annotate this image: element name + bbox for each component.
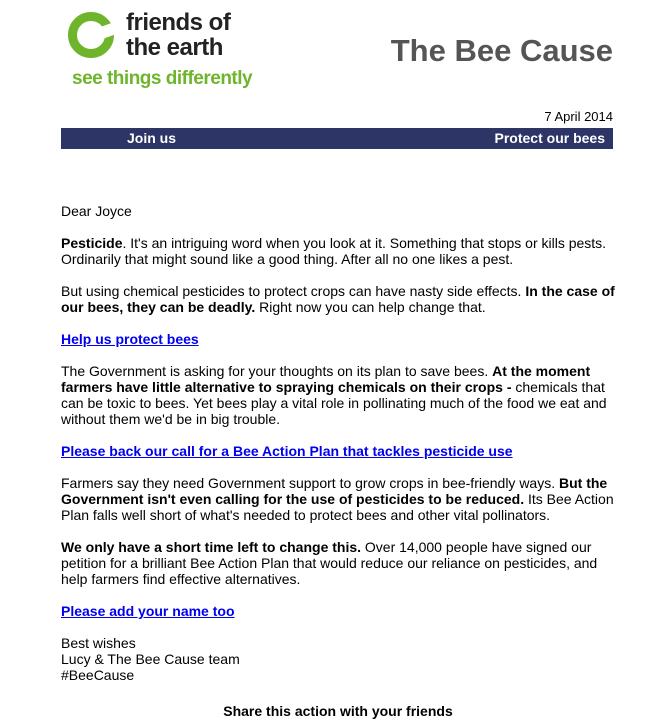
- friends-of-the-earth-logo[interactable]: [68, 9, 253, 94]
- signoff-line-2: Lucy & The Bee Cause team: [61, 651, 240, 667]
- body-text: . It's an intriguing word when you look at it. Something that stops or kills pests. Ordinarily that might sound like a good thing. After all no one likes a pest.: [61, 235, 607, 267]
- body-text: But using chemical pesticides to protect crops can have nasty side effects.: [61, 283, 526, 299]
- email-date: 7 April 2014: [544, 109, 613, 124]
- greeting: Dear Joyce: [61, 203, 132, 219]
- body-text: Right now you can help change that.: [255, 299, 486, 315]
- share-heading: Share this action with your friends: [223, 703, 453, 719]
- logo-wordmark: [126, 10, 230, 60]
- protect-our-bees-link[interactable]: Protect our bees: [494, 130, 605, 146]
- logo-tagline: see things differently: [72, 68, 253, 89]
- body-text: Farmers say they need Government support to grow crops in bee-friendly ways.: [61, 475, 559, 491]
- bold-text: At the moment farmers have little alternative to spraying chemicals on their crops -: [61, 363, 591, 395]
- nav-bar: [61, 128, 613, 149]
- campaign-title: The Bee Cause: [390, 33, 613, 68]
- bold-text: We only have a short time left to change this.: [61, 539, 362, 555]
- bee-action-plan-link[interactable]: Please back our call for a Bee Action Plan that tackles pesticide use: [61, 443, 513, 459]
- body-text: The Government is asking for your thoughts on its plan to save bees.: [61, 363, 493, 379]
- signoff-line-1: Best wishes: [61, 635, 136, 651]
- help-protect-bees-link[interactable]: Help us protect bees: [61, 331, 199, 347]
- link-paragraph-1: [61, 331, 616, 347]
- body-text: chemicals that can be toxic to bees. Yet bees play a vital role in pollinating much of the food we eat and without them we'd be in big trouble.: [61, 379, 607, 427]
- paragraph-short-time: [61, 539, 616, 587]
- body-text: Its Bee Action Plan falls well short of what's needed to protect bees and other vital pollinators.: [61, 491, 614, 523]
- email-body: [61, 203, 616, 683]
- bold-text: Pesticide: [61, 235, 123, 251]
- paragraph-government: [61, 363, 616, 427]
- bold-text: But the Government isn't even calling for the use of pesticides to be reduced.: [61, 475, 608, 507]
- link-paragraph-3: [61, 603, 616, 619]
- email-header: [0, 0, 649, 110]
- link-paragraph-2: [61, 443, 616, 459]
- logo-line-1: friends of: [126, 9, 231, 36]
- bold-text: In the case of our bees, they can be deadly.: [61, 283, 615, 315]
- signoff-hashtag: #BeeCause: [61, 667, 135, 683]
- paragraph-farmers: [61, 475, 616, 523]
- logo-line-2: the earth: [126, 34, 223, 61]
- add-your-name-link[interactable]: Please add your name too: [61, 603, 235, 619]
- signoff: [61, 635, 616, 683]
- paragraph-pesticide: [61, 235, 616, 267]
- body-text: Over 14,000 people have signed our petition for a brilliant Bee Action Plan that would reduce our reliance on pesticides, and help farmers find effective alternatives.: [61, 539, 598, 587]
- join-us-link[interactable]: Join us: [127, 130, 177, 146]
- paragraph-side-effects: [61, 283, 616, 315]
- logo-ring-icon: [68, 12, 114, 58]
